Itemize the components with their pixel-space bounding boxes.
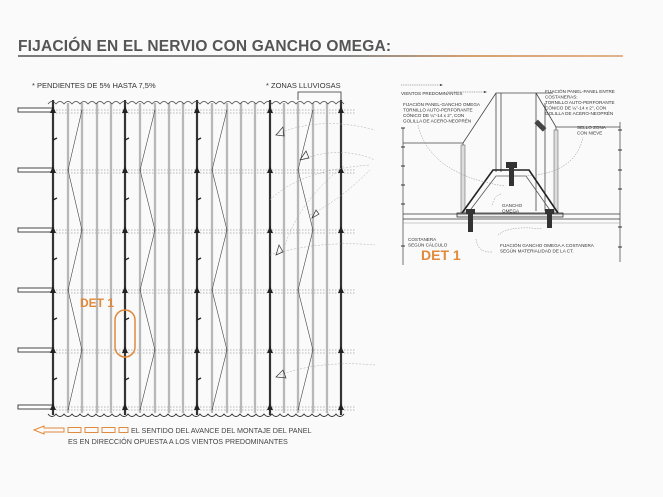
page-title: FIJACIÓN EN EL NERVIO CON GANCHO OMEGA: — [18, 38, 392, 55]
svg-text:COSTANERA: COSTANERA — [408, 237, 437, 242]
svg-text:COSTANERAS:: COSTANERAS: — [545, 94, 578, 100]
svg-text:OMEGA: OMEGA — [502, 208, 520, 214]
assembly-direction-arrow — [34, 426, 128, 434]
plan-det-label: DET 1 — [80, 296, 115, 310]
svg-text:TORNILLO AUTO-PERFORANTE: TORNILLO AUTO-PERFORANTE — [403, 107, 473, 113]
svg-text:FIJACIÓN PANEL-PANEL ENTRE: FIJACIÓN PANEL-PANEL ENTRE — [545, 89, 615, 94]
rain-zone-note: * ZONAS LLUVIOSAS — [266, 81, 341, 90]
svg-text:FIJACIÓN GANCHO OMEGA A COSTAN: FIJACIÓN GANCHO OMEGA A COSTANERA — [500, 243, 594, 248]
svg-text:SEGÚN MATERIALIDAD DE LA CT.: SEGÚN MATERIALIDAD DE LA CT. — [500, 248, 574, 254]
svg-text:FIJACIÓN PANEL-GANCHO OMEGA: FIJACIÓN PANEL-GANCHO OMEGA — [403, 102, 480, 107]
svg-text:CON NIEVE: CON NIEVE — [577, 130, 603, 136]
svg-text:GOLILLA DE ACERO-NEOPRÉN: GOLILLA DE ACERO-NEOPRÉN — [403, 118, 472, 124]
slope-note: * PENDIENTES DE 5% HASTA 7,5% — [32, 81, 156, 90]
section-det-label: DET 1 — [421, 247, 461, 263]
svg-text:TORNILLO AUTO-PERFORANTE: TORNILLO AUTO-PERFORANTE — [545, 100, 615, 105]
wind-label: VIENTOS PREDOMINANTES — [401, 91, 463, 96]
svg-text:SEGÚN CÁLCULO: SEGÚN CÁLCULO — [408, 242, 448, 248]
footer-line-2: ES EN DIRECCIÓN OPUESTA A LOS VIENTOS PREDOMINANTES — [68, 437, 288, 446]
svg-text:CÓNICO DE ¼"-14 x 2", CON: CÓNICO DE ¼"-14 x 2", CON — [545, 105, 607, 111]
svg-text:GOLILLA DE ACERO-NEOPRÉN: GOLILLA DE ACERO-NEOPRÉN — [545, 111, 614, 116]
footer-line-1: EL SENTIDO DEL AVANCE DEL MONTAJE DEL PANEL — [131, 426, 312, 435]
svg-text:CÓNICO DE ¼"-14 x 2", CON: CÓNICO DE ¼"-14 x 2", CON — [403, 113, 465, 118]
svg-text:SELLO ZONA: SELLO ZONA — [577, 125, 606, 130]
svg-text:GANCHO: GANCHO — [502, 203, 523, 208]
